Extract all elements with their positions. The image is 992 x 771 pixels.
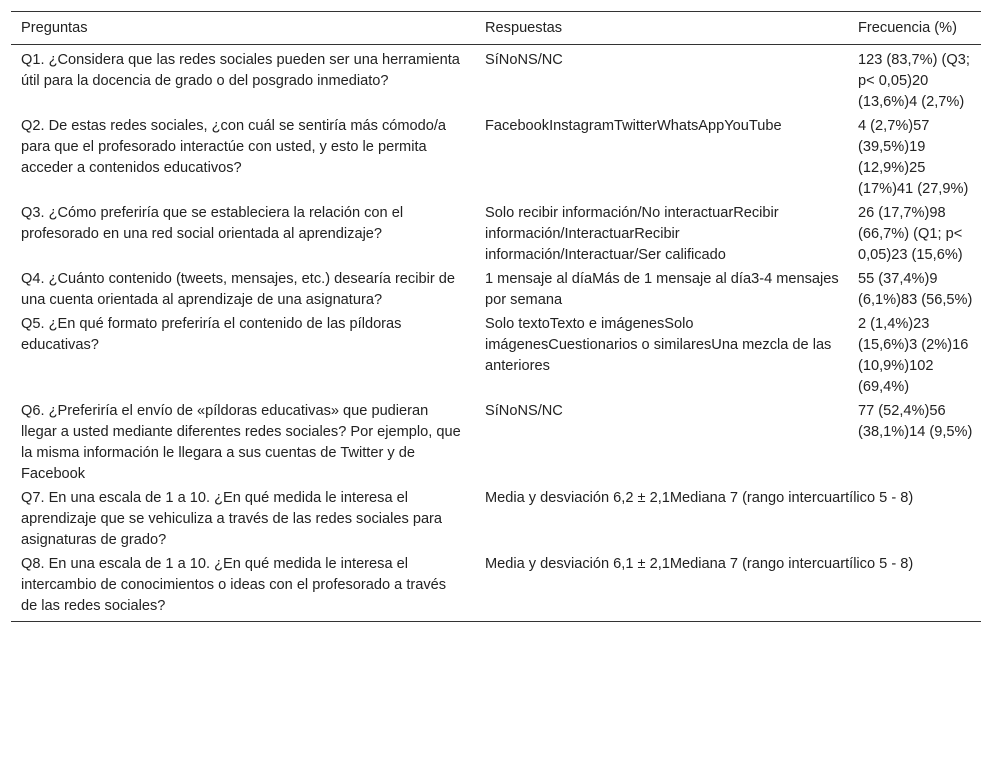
question-cell: Q5. ¿En qué formato preferiría el contenido de las píldoras educativas? (21, 316, 402, 353)
header-preguntas: Preguntas (11, 12, 475, 45)
header-frecuencia: Frecuencia (%) (848, 12, 981, 45)
question-cell: Q6. ¿Preferiría el envío de «píldoras educativas» que pudieran llegar a usted mediante diferentes redes sociales? Por ejemplo, que la misma información le llegara a sus cuentas de Twitter y de Facebook (21, 403, 461, 482)
header-row (11, 12, 981, 45)
table-row (11, 45, 981, 115)
table-row (11, 201, 981, 267)
answers-cell: SíNoNS/NC (485, 52, 563, 68)
answers-cell: 1 mensaje al díaMás de 1 mensaje al día3-4 mensajes por semana (485, 271, 839, 308)
table-row (11, 312, 981, 399)
question-cell: Q8. En una escala de 1 a 10. ¿En qué medida le interesa el intercambio de conocimientos o ideas con el profesorado a través de las redes sociales? (11, 552, 475, 622)
table-row (11, 399, 981, 486)
table-row (11, 114, 981, 201)
answers-cell: SíNoNS/NC (485, 403, 563, 419)
question-cell: Q4. ¿Cuánto contenido (tweets, mensajes, etc.) desearía recibir de una cuenta orientada al aprendizaje de una asignatura? (21, 271, 455, 308)
answers-cell: Solo recibir información/No interactuarRecibir información/InteractuarRecibir información/Interactuar/Ser calificado (485, 205, 779, 263)
question-cell: Q7. En una escala de 1 a 10. ¿En qué medida le interesa el aprendizaje que se vehiculiza a través de las redes sociales para asignaturas de grado? (21, 490, 443, 548)
table-body (11, 45, 981, 622)
question-cell: Q1. ¿Considera que las redes sociales pueden ser una herramienta útil para la docencia de grado o del posgrado inmediato? (21, 52, 460, 89)
table-row (11, 552, 981, 622)
frequency-cell: 55 (37,4%)9 (6,1%)83 (56,5%) (858, 271, 973, 308)
frequency-cell: 4 (2,7%)57 (39,5%)19 (12,9%)25 (17%)41 (27,9%) (858, 118, 969, 197)
table-header (11, 12, 981, 45)
frequency-cell: 2 (1,4%)23 (15,6%)3 (2%)16 (10,9%)102 (69,4%) (858, 316, 969, 395)
answers-cell: FacebookInstagramTwitterWhatsAppYouTube (485, 118, 782, 134)
answers-cell: Media y desviación 6,2 ± 2,1Mediana 7 (rango intercuartílico 5 - 8) (485, 490, 914, 506)
frequency-cell: 26 (17,7%)98 (66,7%) (Q1; p< 0,05)23 (15,6%) (858, 205, 963, 263)
question-cell: Q2. De estas redes sociales, ¿con cuál se sentiría más cómodo/a para que el profesorado interactúe con usted, y esto le permita acceder a contenidos educativos? (21, 118, 447, 176)
frequency-cell: 123 (83,7%) (Q3; p< 0,05)20 (13,6%)4 (2,7%) (858, 52, 970, 110)
answers-cell: Media y desviación 6,1 ± 2,1Mediana 7 (rango intercuartílico 5 - 8) (475, 552, 981, 622)
header-respuestas: Respuestas (475, 12, 848, 45)
table-row (11, 486, 981, 552)
question-cell: Q3. ¿Cómo preferiría que se estableciera la relación con el profesorado en una red social orientada al aprendizaje? (21, 205, 404, 242)
answers-cell: Solo textoTexto e imágenesSolo imágenesCuestionarios o similaresUna mezcla de las anteriores (485, 316, 832, 374)
survey-table (11, 11, 981, 622)
frequency-cell: 77 (52,4%)56 (38,1%)14 (9,5%) (858, 403, 973, 440)
table-row (11, 267, 981, 312)
